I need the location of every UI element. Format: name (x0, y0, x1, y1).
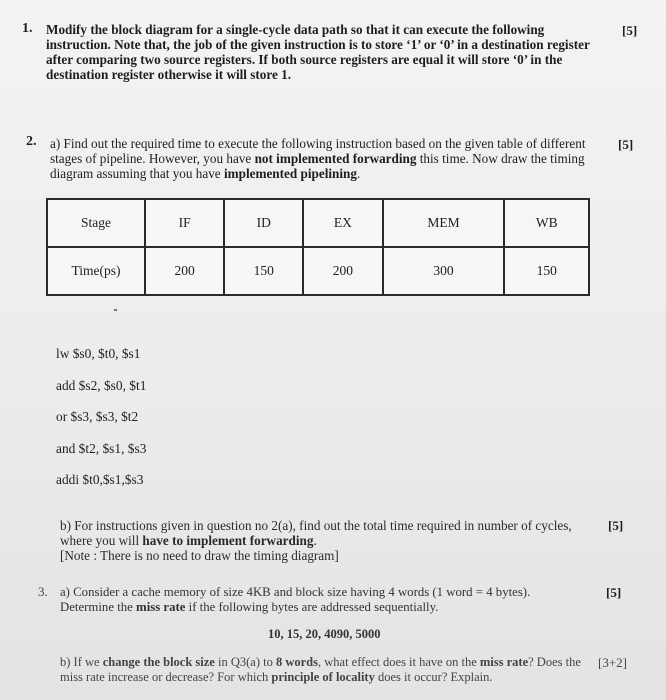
instruction-line: or $s3, $s3, $t2 (56, 409, 139, 424)
q2a-text (50, 136, 602, 181)
q3b-text-2: in Q3(a) to (214, 655, 276, 669)
table-cell: 150 (504, 247, 589, 295)
table-row (47, 247, 589, 295)
q3b-text-5: does it occur? Explain. (374, 670, 493, 684)
q1-text: Modify the block diagram for a single-cycle data path so that it can execute the following instruction. Note that, the job of the given instruction is to store ‘1’ or ‘0’ in a destination register after comparing two source registers. If both source registers are equal it will store ‘0’ in the destination register otherwise it will store 1. (46, 22, 590, 82)
q3b-bold-block-size: change the block size (102, 655, 215, 669)
q2a-text-3: . (356, 166, 361, 181)
table-cell: WB (504, 199, 589, 247)
q3a-text-1: a) Consider a cache memory of size 4KB and block size having 4 words (1 word = 4 bytes). Determine the (60, 585, 531, 614)
q3b-text-3: , what effect does it have on the (318, 655, 480, 669)
q2b-bold-forwarding: have to implement forwarding (142, 533, 314, 548)
q1-number: 1. (22, 21, 33, 36)
q2b-note: [Note : There is no need to draw the timing diagram] (60, 548, 339, 563)
q2a-bold-pipelining: implemented pipelining (223, 166, 357, 181)
q2b-text (60, 518, 590, 563)
instruction-line: add $s2, $s0, $t1 (56, 378, 147, 393)
table-cell: MEM (383, 199, 505, 247)
table-cell: EX (303, 199, 382, 247)
q3a-text (60, 585, 585, 615)
q3b-text (60, 655, 585, 685)
q3a-text-2: if the following bytes are addressed sequentially. (185, 600, 439, 614)
q2b-marks: [5] (608, 518, 624, 533)
table-cell: 200 (145, 247, 224, 295)
pipeline-stage-table (46, 198, 590, 296)
q3a-bold-miss-rate: miss rate (136, 600, 186, 614)
q2a-marks: [5] (618, 137, 634, 152)
table-cell: 150 (224, 247, 303, 295)
q3b-text-4: ? Does the miss rate increase or decrease? For which (60, 655, 581, 684)
q3b-bold-miss-rate: miss rate (479, 655, 529, 669)
table-cell: IF (145, 199, 224, 247)
q3b-text-1: b) If we (60, 655, 103, 669)
q2b-text-2: . (313, 533, 317, 548)
q2a-text-2: this time. Now draw the timing diagram assuming that you have (50, 151, 585, 181)
table-cell: 300 (383, 247, 505, 295)
q3b-marks: [3+2] (598, 655, 627, 670)
q2-number: 2. (26, 134, 37, 149)
table-cell: Stage (47, 199, 145, 247)
table-cell: 200 (303, 247, 382, 295)
q2a-bold-forwarding: not implemented forwarding (254, 151, 417, 166)
stray-mark (114, 309, 117, 311)
table-cell: Time(ps) (47, 247, 145, 295)
table-cell: ID (224, 199, 303, 247)
instruction-line: addi $t0,$s1,$s3 (56, 472, 144, 487)
q3b-bold-locality: principle of locality (271, 670, 375, 684)
q1-marks: [5] (622, 23, 638, 38)
q3a-marks: [5] (606, 585, 622, 600)
q2a-text-1: a) Find out the required time to execute the following instruction based on the given table of different stages of pipeline. However, you have (50, 136, 586, 166)
q2b-text-1: b) For instructions given in question no 2(a), find out the total time required in number of cycles, where you will (60, 518, 572, 548)
address-sequence: 10, 15, 20, 4090, 5000 (268, 627, 381, 641)
table-header-row (47, 199, 589, 247)
instruction-line: and $t2, $s1, $s3 (56, 441, 147, 456)
instruction-line: lw $s0, $t0, $s1 (56, 346, 141, 361)
q3b-bold-8-words: 8 words (275, 655, 318, 669)
q3-number: 3. (38, 584, 48, 599)
